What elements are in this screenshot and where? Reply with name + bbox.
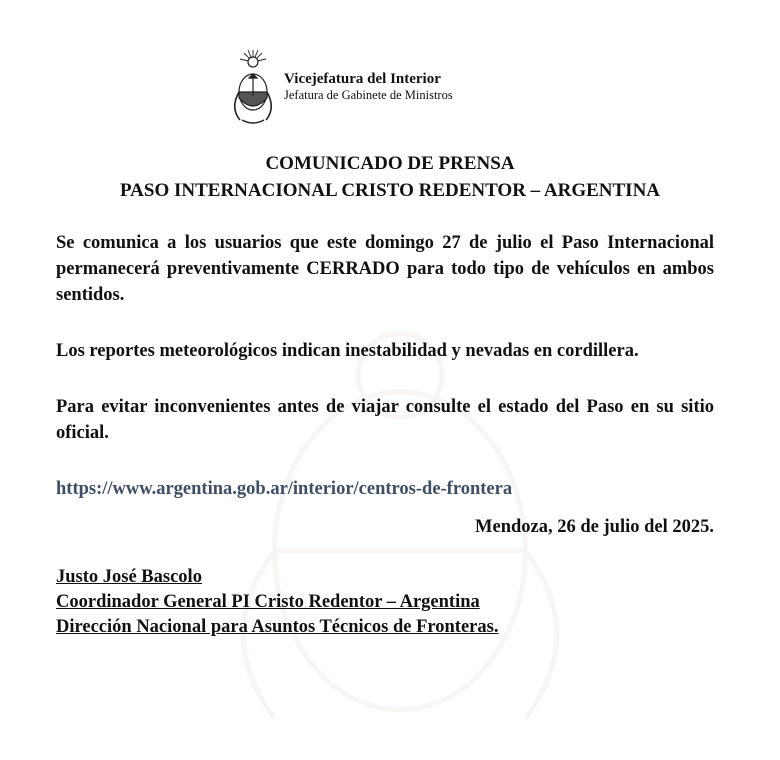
title-press-release: COMUNICADO DE PRENSA <box>265 153 515 174</box>
press-release-titles <box>0 150 780 204</box>
official-site-link[interactable]: https://www.argentina.gob.ar/interior/centros-de-frontera <box>56 479 513 499</box>
letterhead <box>230 48 453 126</box>
signatory-name: Justo José Bascolo <box>56 567 202 587</box>
paragraph-closure-notice: Se comunica a los usuarios que este domingo 27 de julio el Paso Internacional permanecerá preventivamente CERRADO para todo tipo de vehículos en ambos sentidos. <box>56 233 714 305</box>
date-line: Mendoza, 26 de julio del 2025. <box>475 517 714 537</box>
signatory-department: Dirección Nacional para Asuntos Técnicos de Fronteras. <box>56 617 499 637</box>
title-pass-name: PASO INTERNACIONAL CRISTO REDENTOR – ARGENTINA <box>119 180 661 201</box>
org-parent: Jefatura de Gabinete de Ministros <box>284 88 453 102</box>
signatory-role: Coordinador General PI Cristo Redentor – Argentina <box>56 592 480 612</box>
paragraph-advice: Para evitar inconvenientes antes de viajar consulte el estado del Paso en su sitio oficial. <box>56 397 714 443</box>
org-name: Vicejefatura del Interior <box>284 71 441 87</box>
argentina-coat-of-arms-icon <box>230 48 276 126</box>
press-release-body <box>56 230 714 640</box>
paragraph-weather: Los reportes meteorológicos indican inestabilidad y nevadas en cordillera. <box>56 341 639 361</box>
